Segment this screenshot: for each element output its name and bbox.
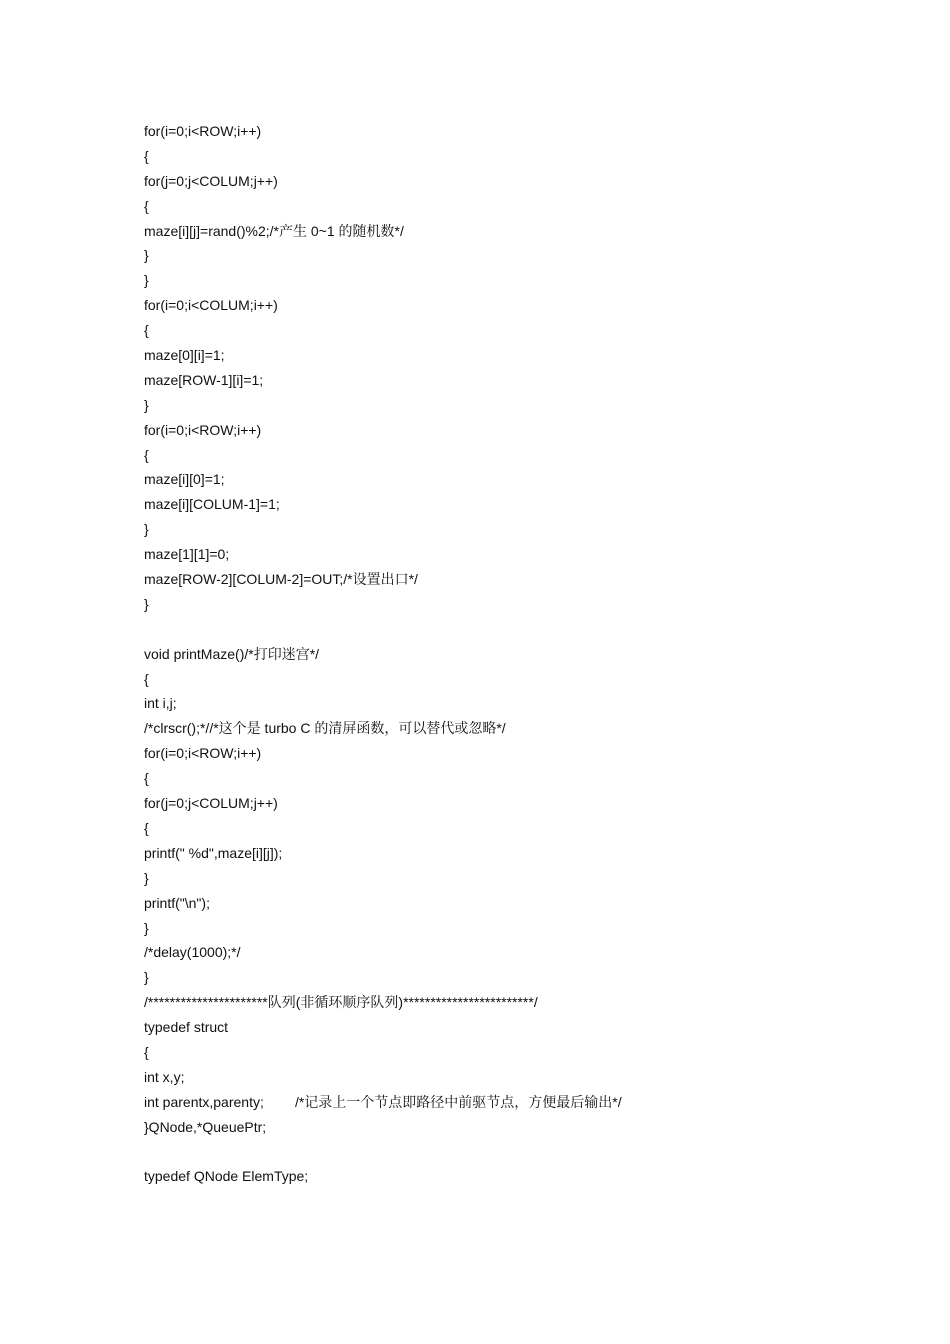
code-line: }QNode,*QueuePtr;	[144, 1118, 267, 1135]
code-line: /*clrscr();*//*这个是 turbo C 的清屏函数，可以替代或忽略*/	[144, 720, 506, 737]
code-line: for(i=0;i<ROW;i++)	[144, 123, 262, 139]
code-line: /*delay(1000);*/	[144, 944, 241, 961]
code-line: int i,j;	[144, 695, 177, 712]
code-line: printf("\n");	[144, 894, 210, 911]
code-line: }	[144, 396, 149, 413]
code-line: typedef struct	[144, 1019, 229, 1036]
code-line: }	[144, 969, 149, 986]
code-line: {	[144, 147, 149, 164]
code-line: }	[144, 272, 149, 289]
blank-line	[144, 617, 904, 642]
code-line: for(j=0;j<COLUM;j++)	[144, 795, 278, 812]
code-line: maze[ROW-1][i]=1;	[144, 371, 264, 388]
code-line: {	[144, 322, 149, 339]
code-line: {	[144, 197, 149, 214]
code-line: void printMaze()/*打印迷宫*/	[144, 645, 320, 662]
code-line: }	[144, 521, 149, 538]
code-line: /**********************队列(非循环顺序队列)************************/	[144, 994, 538, 1011]
code-line: maze[0][i]=1;	[144, 347, 225, 364]
code-line: maze[i][0]=1;	[144, 471, 225, 488]
code-line: maze[i][COLUM-1]=1;	[144, 496, 280, 513]
code-line: for(i=0;i<ROW;i++)	[144, 745, 262, 762]
code-line: maze[1][1]=0;	[144, 546, 230, 563]
code-line: maze[i][j]=rand()%2;/*产生 0~1 的随机数*/	[144, 222, 404, 239]
code-line: }	[144, 247, 149, 264]
code-line: {	[144, 670, 149, 687]
code-line: }	[144, 919, 149, 936]
code-line: for(i=0;i<ROW;i++)	[144, 421, 262, 438]
code-listing	[144, 119, 904, 1189]
code-line: for(j=0;j<COLUM;j++)	[144, 172, 278, 189]
code-line: maze[ROW-2][COLUM-2]=OUT;/*设置出口*/	[144, 571, 418, 588]
code-line: }	[144, 869, 149, 886]
blank-line	[144, 1140, 904, 1165]
code-line: {	[144, 446, 149, 463]
code-line: {	[144, 1043, 149, 1060]
code-line: int parentx,parenty; /*记录上一个节点即路径中前驱节点，方便最后输出*/	[144, 1093, 622, 1110]
code-line: {	[144, 770, 149, 787]
code-line: for(i=0;i<COLUM;i++)	[144, 297, 278, 314]
code-line: {	[144, 819, 149, 836]
code-line: }	[144, 595, 149, 612]
code-line: printf(" %d",maze[i][j]);	[144, 844, 283, 861]
code-line: typedef QNode ElemType;	[144, 1168, 309, 1185]
code-line: int x,y;	[144, 1068, 185, 1085]
